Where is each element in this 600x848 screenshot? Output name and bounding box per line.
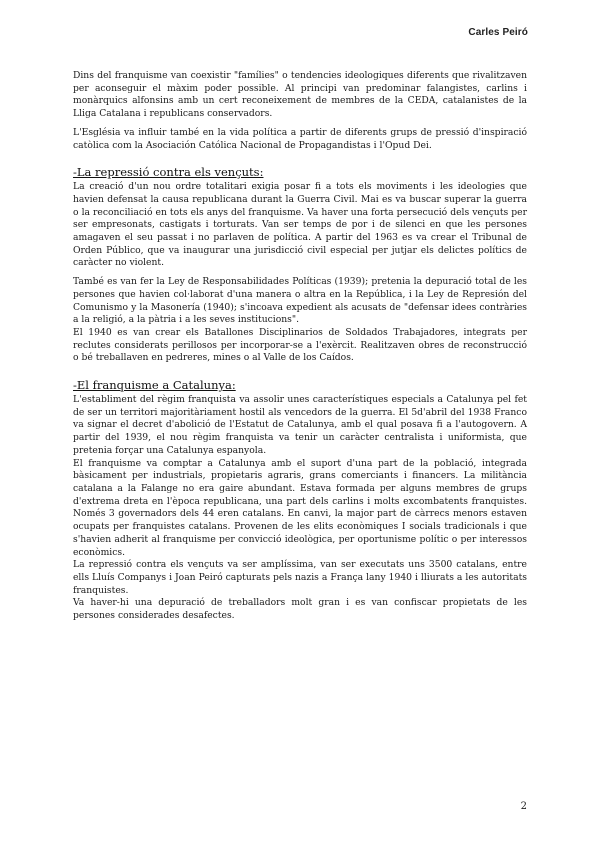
intro-paragraph-2: L'Església va influir també en la vida política a partir de diferents grups de pressió d'inspiració catòlica com la Asociación Católica Nacional de Propagandistas i l'Opud Dei. — [73, 126, 527, 151]
catalonia-paragraph-4: Va haver-hi una depuració de treballadors molt gran i es van confiscar propietats de les persones considerades desafectes. — [73, 597, 527, 622]
page-number: 2 — [520, 801, 527, 812]
section-heading-catalonia: -El franquisme a Catalunya: — [73, 378, 236, 393]
header-author: Carles Peiró — [468, 27, 528, 38]
repression-paragraph-2: També es van fer la Ley de Responsabilidades Políticas (1939); pretenia la depuració total de les persones que havien col·laborat d'una manera o altra en la República, i la Ley de Represión del Comunismo y la Masonería (1940); s'incoava expedient als acusats de "defensar idees contràries a la religió, a la pàtria i a les seves institucions". — [73, 276, 527, 326]
repression-paragraph-1: La creació d'un nou ordre totalitari exigia posar fi a tots els moviments i les ideologies que havien defensat la causa republicana durant la Guerra Civil. Mai es va buscar superar la guerra o la reconciliació en tots els anys del franquisme. Va haver una forta persecució dels vençuts per ser empresonats, castigats i torturats. Van ser temps de por i de silenci en que les persones amagaven el seu passat i no parlaven de política. A partir del 1963 es va crear el Tribunal de Orden Público, que va inaugurar una jurisdicció civil especial per jutjar els delictes polítics de caràcter no violent. — [73, 181, 527, 269]
intro-paragraph-1: Dins del franquisme van coexistir "famílies" o tendencies ideologiques diferents que rivalitzaven per aconseguir el màxim poder possible. Al principi van predominar falangistes, carlins i monàrquics alfonsins amb un cert reconeixement de membres de la CEDA, catalanistes de la Lliga Catalana i republicans conservadors. — [73, 70, 527, 120]
repression-paragraph-3: El 1940 es van crear els Batallones Disciplinarios de Soldados Trabajadores, integrats per reclutes considerats perillosos per incorporar-se a l'exèrcit. Realitzaven obres de reconstrucció o bé treballaven en pedreres, mines o al Valle de los Caídos. — [73, 326, 527, 364]
page-body — [73, 70, 527, 629]
catalonia-paragraph-2: El franquisme va comptar a Catalunya amb el suport d'una part de la població, integrada bàsicament per industrials, propietaris agraris, grans comerciants i financers. La militància catalana a la Falange no era gaire abundant. Estava formada per alguns membres de grups d'extrema dreta en l'època republicana, una part dels carlins i molts excombatents franquistes. Només 3 governadors dels 44 eren catalans. En canvi, la major part de càrrecs menors estaven ocupats per franquistes catalans. Provenen de les elits econòmiques I socials tradicionals i que s'havien adherit al franquisme per convicció ideològica, per oportunisme polític o per interessos econòmics. — [73, 457, 527, 558]
catalonia-paragraph-1: L'establiment del règim franquista va assolir unes característiques especials a Catalunya pel fet de ser un territori majoritàriament hostil als vencedors de la guerra. El 5d'abril del 1938 Franco va signar el decret d'abolició de l'Estatut de Catalunya, amb el qual posava fi a l'autogovern. A partir del 1939, el nou règim franquista va tenir un caràcter centralista i uniformista, que pretenia forçar una Catalunya espanyola. — [73, 394, 527, 456]
catalonia-paragraph-3: La repressió contra els vençuts va ser amplíssima, van ser executats uns 3500 catalans, entre ells Lluís Companys i Joan Peiró capturats pels nazis a França lany 1940 i lliurats a les autoritats franquistes. — [73, 559, 527, 596]
section-heading-repression: -La repressió contra els vençuts: — [73, 165, 264, 180]
